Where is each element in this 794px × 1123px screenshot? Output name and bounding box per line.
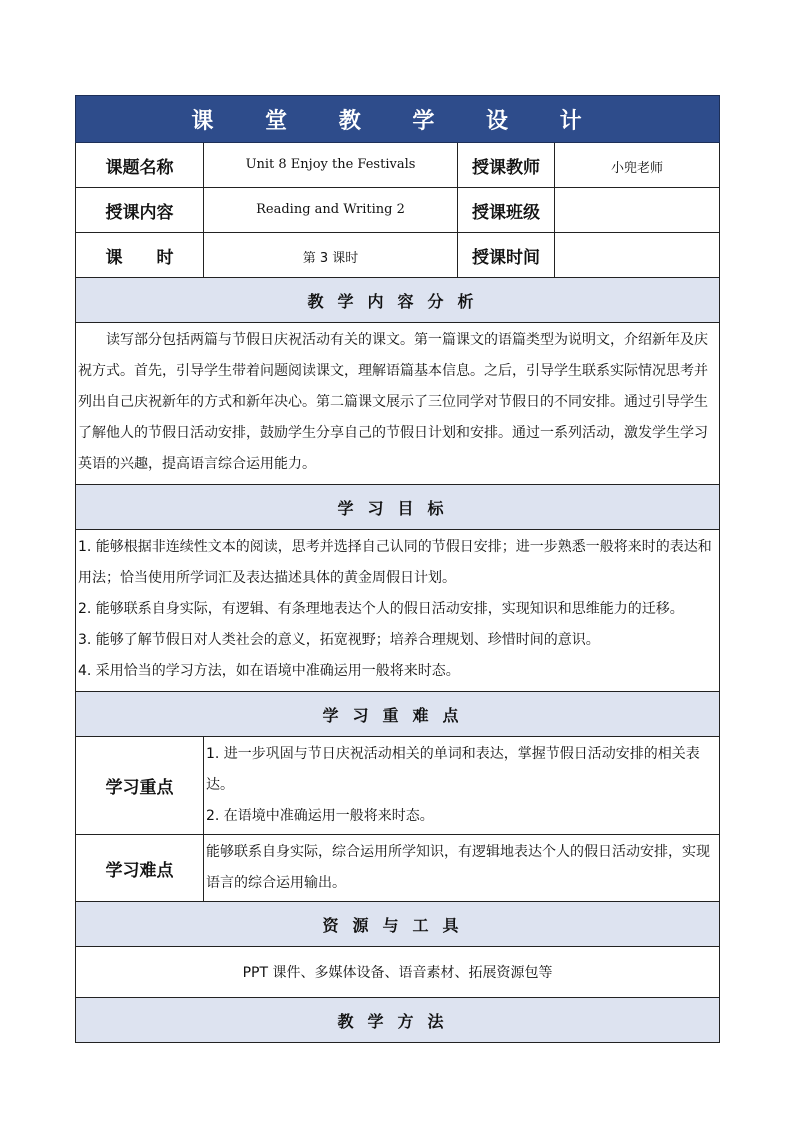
keypoints-heading: 学习重难点	[76, 692, 720, 737]
analysis-heading-row	[76, 278, 720, 323]
focus-body	[204, 737, 720, 835]
content-label: 授课内容	[76, 188, 204, 233]
analysis-body-row	[76, 323, 720, 485]
difficulty-text: 能够联系自身实际，综合运用所学知识，有逻辑地表达个人的假日活动安排，实现语言的综合运用输出。	[204, 835, 720, 902]
focus-row	[76, 737, 720, 835]
objectives-heading: 学习目标	[76, 485, 720, 530]
content-value: Reading and Writing 2	[204, 188, 458, 233]
time-value	[555, 233, 720, 278]
time-label: 授课时间	[458, 233, 555, 278]
info-row-topic	[76, 143, 720, 188]
objective-item: 1. 能够根据非连续性文本的阅读，思考并选择自己认同的节假日安排；进一步熟悉一般将来时的表达和用法；恰当使用所学词汇及表达描述具体的黄金周假日计划。	[78, 539, 712, 586]
objectives-heading-row	[76, 485, 720, 530]
resources-heading: 资源与工具	[76, 902, 720, 947]
document-title: 课 堂 教 学 设 计	[76, 96, 720, 143]
info-row-period	[76, 233, 720, 278]
difficulty-label: 学习难点	[76, 835, 204, 902]
focus-item: 1. 进一步巩固与节日庆祝活动相关的单词和表达，掌握节假日活动安排的相关表达。	[206, 746, 700, 793]
analysis-body	[76, 323, 720, 485]
resources-heading-row	[76, 902, 720, 947]
objective-item: 3. 能够了解节假日对人类社会的意义，拓宽视野；培养合理规划、珍惜时间的意识。	[78, 632, 600, 648]
title-row	[76, 96, 720, 143]
class-label: 授课班级	[458, 188, 555, 233]
analysis-text: 读写部分包括两篇与节假日庆祝活动有关的课文。第一篇课文的语篇类型为说明文，介绍新年及庆祝方式。首先，引导学生带着问题阅读课文，理解语篇基本信息。之后，引导学生联系实际情况思考并列出自己庆祝新年的方式和新年决心。第二篇课文展示了三位同学对节假日的不同安排。通过引导学生了解他人的节假日活动安排，鼓励学生分享自己的节假日计划和安排。通过一系列活动，激发学生学习英语的兴趣，提高语言综合运用能力。	[78, 332, 708, 472]
class-value	[555, 188, 720, 233]
objective-item: 2. 能够联系自身实际，有逻辑、有条理地表达个人的假日活动安排，实现知识和思维能力的迁移。	[78, 601, 684, 617]
methods-heading-row	[76, 998, 720, 1043]
methods-heading: 教学方法	[76, 998, 720, 1043]
topic-label: 课题名称	[76, 143, 204, 188]
period-label: 课 时	[76, 233, 204, 278]
focus-item: 2. 在语境中准确运用一般将来时态。	[206, 808, 434, 824]
resources-body-row	[76, 947, 720, 998]
objectives-body-row	[76, 530, 720, 692]
period-value: 第 3 课时	[204, 233, 458, 278]
topic-value: Unit 8 Enjoy the Festivals	[204, 143, 458, 188]
resources-text: PPT 课件、多媒体设备、语音素材、拓展资源包等	[76, 947, 720, 998]
focus-label: 学习重点	[76, 737, 204, 835]
lesson-plan-table	[75, 95, 720, 1043]
difficulty-row	[76, 835, 720, 902]
lesson-plan	[75, 95, 719, 1043]
teacher-value: 小兜老师	[555, 143, 720, 188]
objective-item: 4. 采用恰当的学习方法，如在语境中准确运用一般将来时态。	[78, 663, 460, 679]
teacher-label: 授课教师	[458, 143, 555, 188]
analysis-heading: 教学内容分析	[76, 278, 720, 323]
objectives-body	[76, 530, 720, 692]
info-row-content	[76, 188, 720, 233]
keypoints-heading-row	[76, 692, 720, 737]
